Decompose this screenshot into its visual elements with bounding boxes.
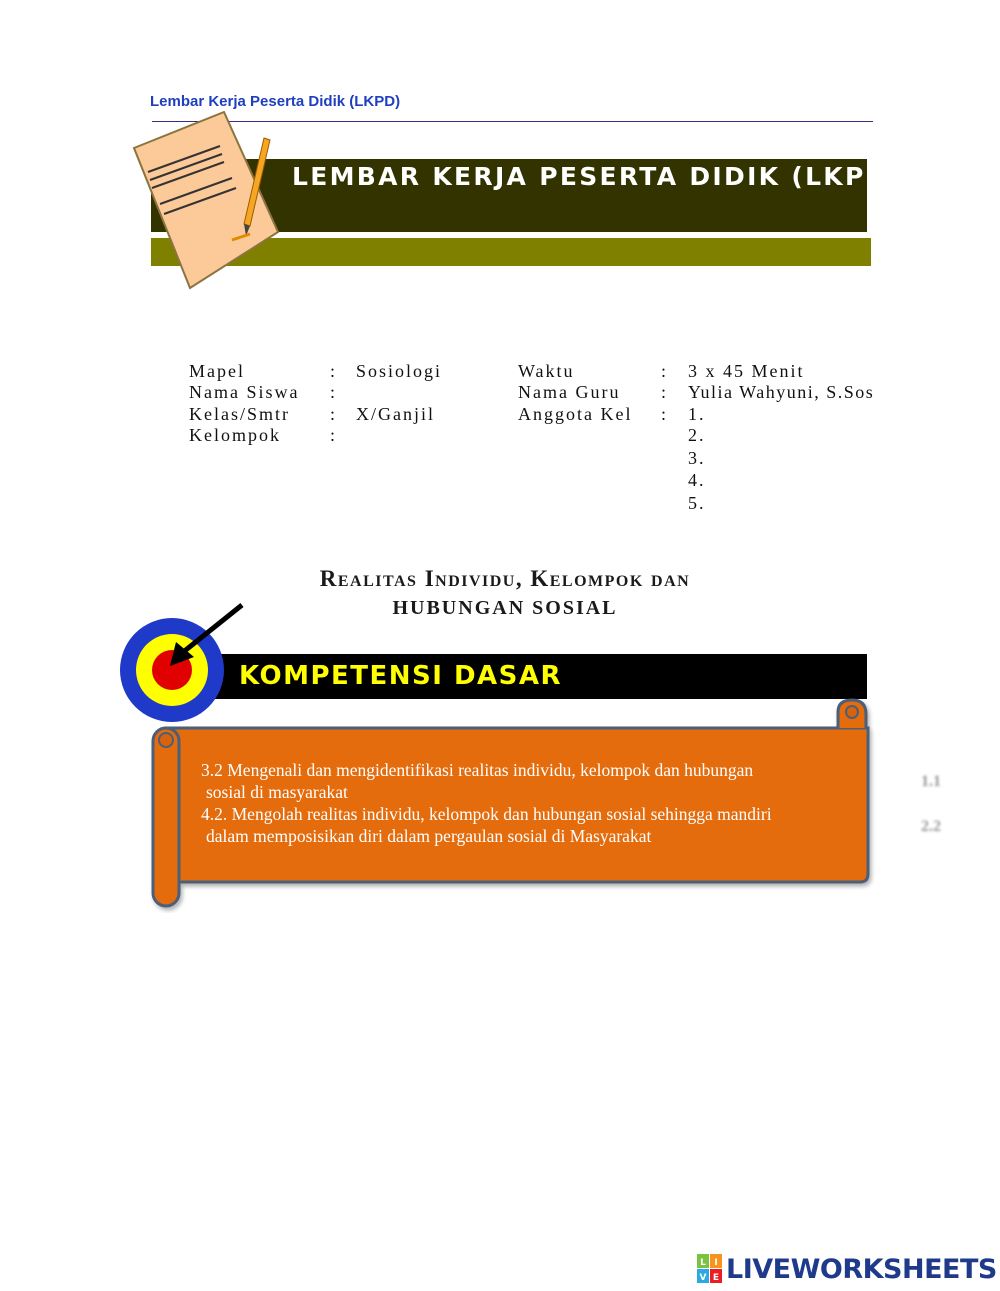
member-number: 2. [688, 425, 706, 445]
info-colon: : [661, 382, 669, 402]
info-value-kelas: X/Ganjil [356, 404, 435, 424]
info-colon: : [330, 404, 338, 424]
info-colon: : [330, 382, 338, 402]
info-label-nama-siswa: Nama Siswa [189, 382, 300, 402]
kompetensi-item-1-line1: 3.2 Mengenali dan mengidentifikasi realitas individu, kelompok dan hubungan [201, 760, 754, 780]
logo-letter: E [712, 1273, 720, 1283]
side-number: 2.2 [921, 818, 941, 835]
info-label-kelompok: Kelompok [189, 425, 281, 445]
side-number: 1.1 [921, 773, 941, 790]
info-label-mapel: Mapel [189, 361, 245, 381]
kompetensi-title: KOMPETENSI DASAR [239, 661, 563, 691]
liveworksheets-brand [697, 1253, 997, 1285]
header-label: Lembar Kerja Peserta Didik (LKPD) [150, 93, 401, 110]
logo-letter: L [700, 1258, 706, 1268]
member-number: 1. [688, 404, 706, 424]
kompetensi-item-2-line2: dalam memposisikan diri dalam pergaulan sosial di Masyarakat [206, 826, 652, 846]
info-value-nama-guru: Yulia Wahyuni, S.Sos [688, 382, 875, 402]
topic-title-line1 [0, 566, 1000, 592]
info-label-kelas: Kelas/Smtr [189, 404, 290, 424]
member-number: 4. [688, 470, 706, 490]
kompetensi-item-1-line2: sosial di masyarakat [206, 782, 348, 802]
info-label-nama-guru: Nama Guru [518, 382, 621, 402]
topic-title-line2: HUBUNGAN SOSIAL [392, 597, 618, 619]
logo-letter: I [714, 1258, 718, 1268]
info-value-waktu: 3 x 45 Menit [688, 361, 805, 381]
liveworksheets-logo-icon [697, 1254, 723, 1284]
info-colon: : [661, 404, 669, 424]
info-colon: : [330, 425, 338, 445]
info-label-waktu: Waktu [518, 361, 575, 381]
document-pencil-icon [128, 110, 288, 295]
info-value-mapel: Sosiologi [356, 361, 443, 381]
member-number: 5. [688, 493, 706, 513]
member-number: 3. [688, 448, 706, 468]
brand-name[interactable]: LIVEWORKSHEETS [726, 1253, 997, 1285]
topic-title-text: Realitas Individu, Kelompok dan [319, 566, 691, 591]
logo-letter: V [699, 1273, 707, 1283]
banner-title: LEMBAR KERJA PESERTA DIDIK (LKPD) [292, 162, 903, 191]
info-label-anggota: Anggota Kel [518, 404, 633, 424]
info-colon: : [661, 361, 669, 381]
info-colon: : [330, 361, 338, 381]
kompetensi-item-2-line1: 4.2. Mengolah realitas individu, kelompok dan hubungan sosial sehingga mandiri [201, 804, 772, 824]
